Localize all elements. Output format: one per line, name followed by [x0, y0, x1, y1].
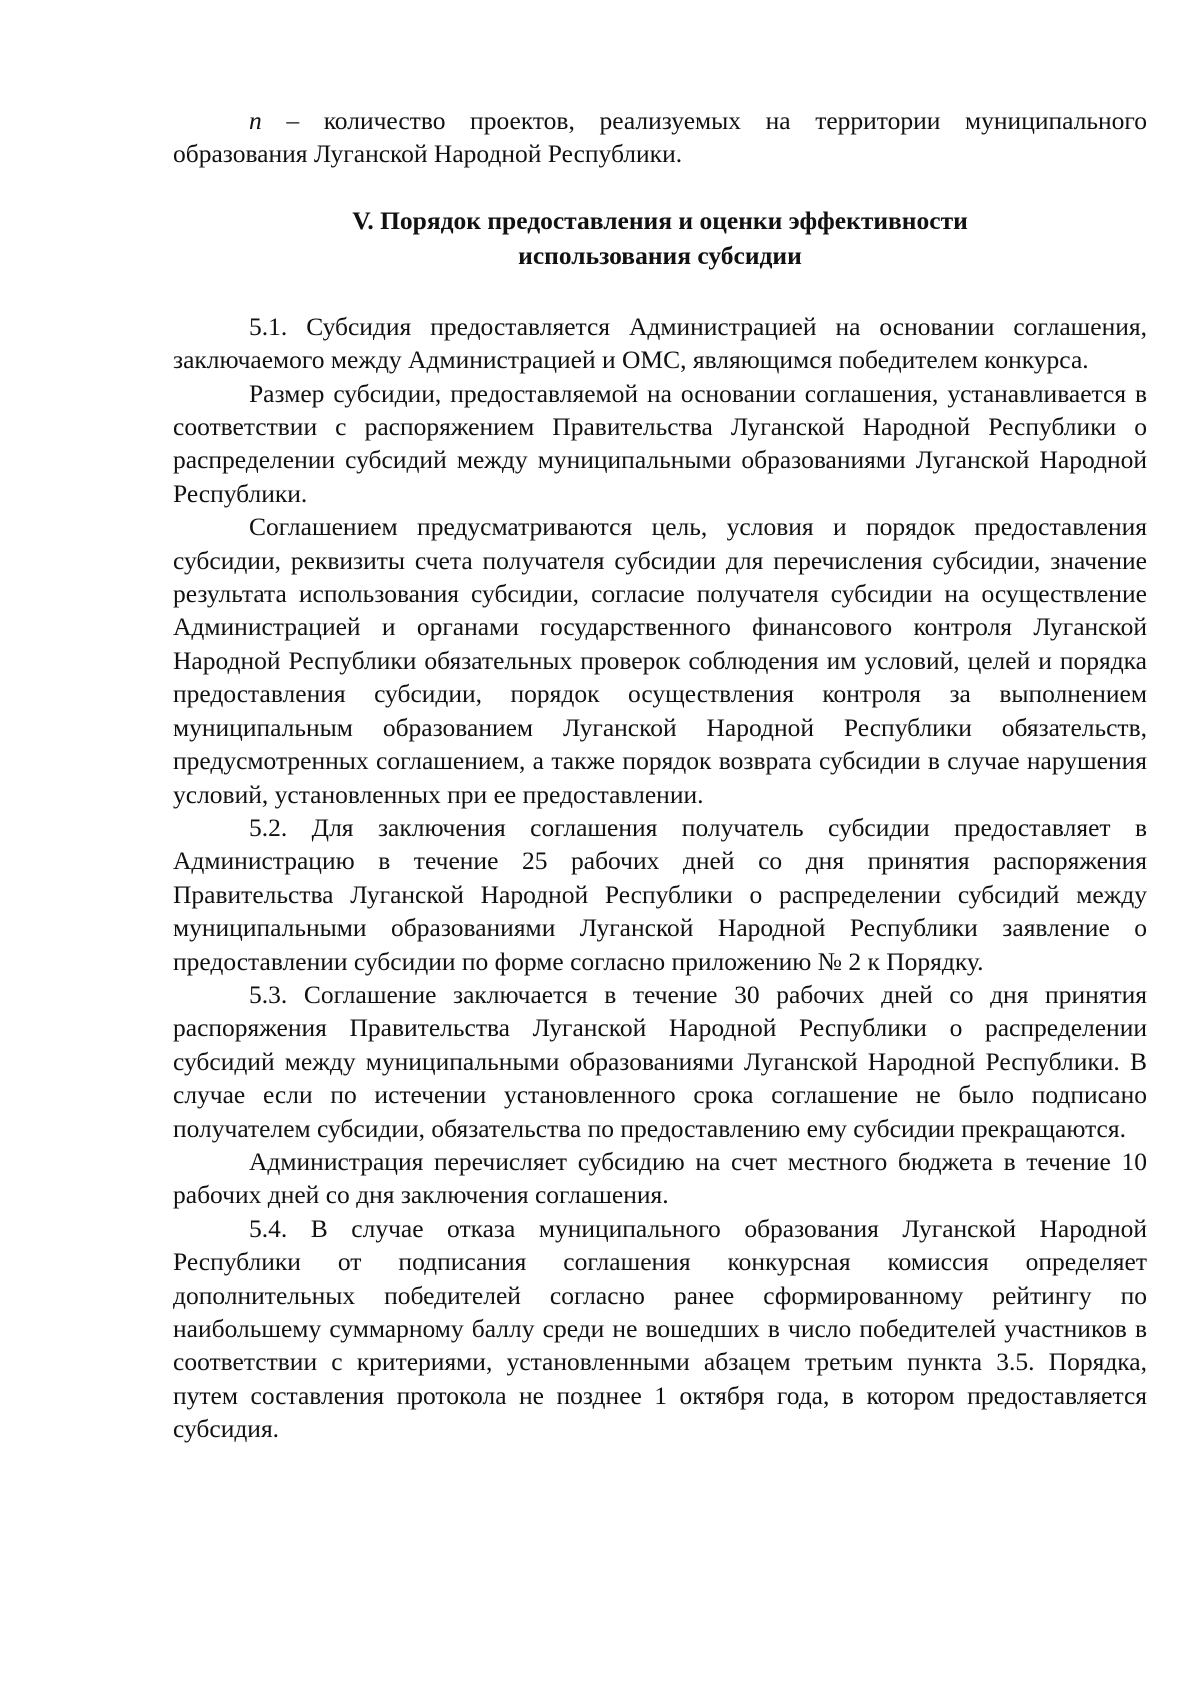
intro-text: – количество проектов, реализуемых на территории муниципального образования Луганской Народной Республики.	[173, 106, 1147, 169]
paragraph-transfer: Администрация перечисляет субсидию на счет местного бюджета в течение 10 рабочих дней со дня заключения соглашения.	[173, 1146, 1147, 1210]
intro-paragraph	[173, 104, 1147, 171]
intro-variable: n	[249, 106, 262, 135]
paragraph-5-2: 5.2. Для заключения соглашения получатель субсидии предоставляет в Администрацию в течение 25 рабочих дней со дня принятия распоряжения Правительства Луганской Народной Республики о распределении субсидий между муниципальными образованиями Луганской Народной Республики заявление о предоставлении субсидии по форме согласно приложению № 2 к Порядку.	[173, 812, 1147, 976]
paragraph-5-4: 5.4. В случае отказа муниципального образования Луганской Народной Республики от подписания соглашения конкурсная комиссия определяет дополнительных победителей согласно ранее сформированному рейтингу по наибольшему суммарному баллу среди не вошедших в число победителей участников в соответствии с критериями, установленными абзацем третьим пункта 3.5. Порядка, путем составления протокола не позднее 1 октября года, в котором предоставляется субсидия.	[173, 1213, 1147, 1444]
section-heading	[173, 203, 1147, 273]
paragraph-5-1: 5.1. Субсидия предоставляется Администрацией на основании соглашения, заключаемого между Администрацией и ОМС, являющимся победителем конкурса.	[173, 311, 1147, 375]
section-heading-line1: V. Порядок предоставления и оценки эффективности	[352, 205, 968, 235]
section-heading-line2: использования субсидии	[518, 240, 802, 270]
paragraph-5-3: 5.3. Соглашение заключается в течение 30 рабочих дней со дня принятия распоряжения Правительства Луганской Народной Республики о распределении субсидий между муниципальными образованиями Луганской Народной Республики. В случае если по истечении установленного срока соглашение не было подписано получателем субсидии, обязательства по предоставлению ему субсидии прекращаются.	[173, 979, 1147, 1143]
paragraph-agreement-terms: Соглашением предусматриваются цель, условия и порядок предоставления субсидии, реквизиты счета получателя субсидии для перечисления субсидии, значение результата использования субсидии, согласие получателя субсидии на осуществление Администрацией и органами государственного финансового контроля Луганской Народной Республики обязательных проверок соблюдения им условий, целей и порядка предоставления субсидии, порядок осуществления контроля за выполнением муниципальным образованием Луганской Народной Республики обязательств, предусмотренных соглашением, а также порядок возврата субсидии в случае нарушения условий, установленных при ее предоставлении.	[173, 512, 1147, 809]
paragraph-subsidy-size: Размер субсидии, предоставляемой на основании соглашения, устанавливается в соответствии с распоряжением Правительства Луганской Народной Республики о распределении субсидий между муниципальными образованиями Луганской Народной Республики.	[173, 378, 1147, 508]
document-page	[173, 104, 1147, 1446]
